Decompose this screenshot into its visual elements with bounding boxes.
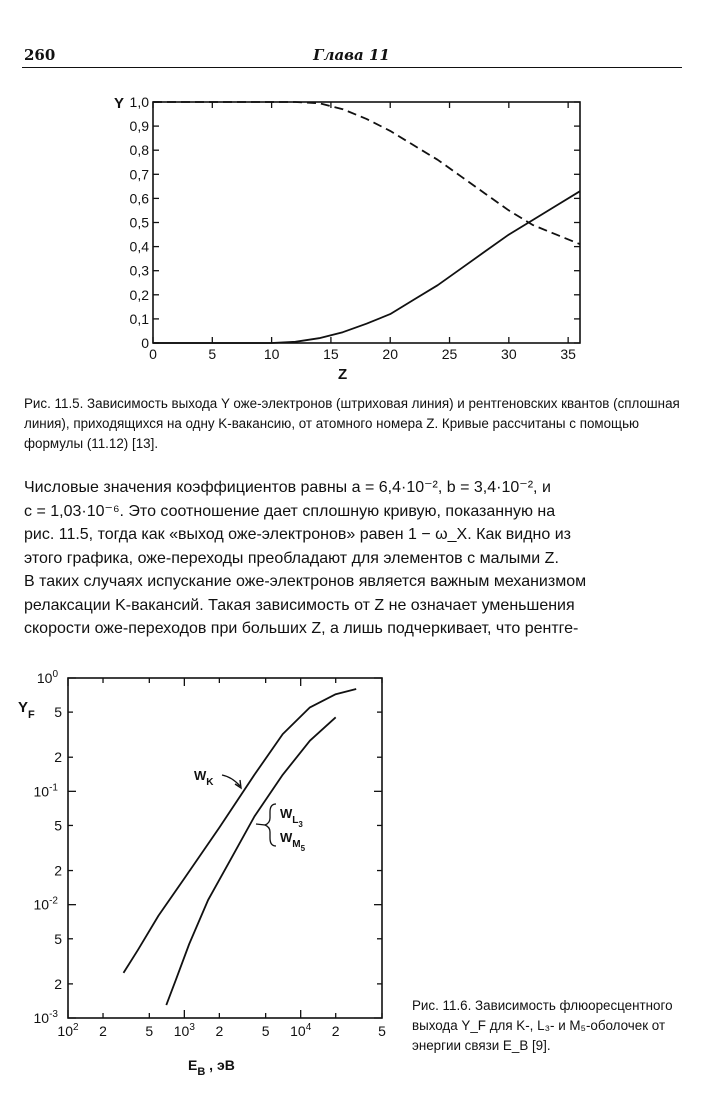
y-tick-label: 0,9 xyxy=(129,118,149,135)
y-tick-label: 0,8 xyxy=(129,142,149,159)
y-tick-label: $10^{-1}$ xyxy=(33,782,58,800)
x-tick-label: 5 xyxy=(261,1023,270,1039)
x-tick-label: 5 xyxy=(145,1023,154,1039)
y-tick-label: 0,7 xyxy=(129,166,149,183)
y-axis-label: $Y_F$ xyxy=(18,699,35,721)
wl3-wm5-curve xyxy=(166,717,335,1005)
x-tick-label: 25 xyxy=(441,346,458,362)
wk-label: $W_K$ xyxy=(194,768,214,788)
y-tick-label: 0,6 xyxy=(129,190,149,207)
wk-arrow xyxy=(222,775,240,786)
x-axis-label: Z xyxy=(338,366,348,383)
x-tick-label: $10^2$ xyxy=(57,1022,79,1039)
x-tick-label: $10^3$ xyxy=(173,1022,195,1039)
paragraph-line: рис. 11.5, тогда как «выход оже-электронов» равен 1 − ω_X. Как видно из xyxy=(24,526,572,543)
paragraph-line: c = 1,03·10⁻⁶. Это соотношение дает сплошную кривую, показанную на xyxy=(24,502,556,520)
x-tick-label: 2 xyxy=(215,1023,224,1039)
paragraph-line: Числовые значения коэффициентов равны a = 6,4·10⁻², b = 3,4·10⁻², и xyxy=(24,479,551,496)
x-axis-label: $E_B$ , эВ xyxy=(188,1057,235,1078)
y-tick-label: 2 xyxy=(54,862,62,879)
x-tick-label: 15 xyxy=(323,346,339,362)
x-tick-label: 0 xyxy=(149,346,157,362)
figure-11-5-caption: Рис. 11.5. Зависимость выхода Y оже-электронов (штриховая линия) и рентгеновских квантов (сплошная линия), приходящихся на одну K-вакансию, от атомного номера Z. Кривые рассчитаны с помощью формулы (11.12) [13]. xyxy=(24,396,680,451)
header-rule xyxy=(22,67,682,68)
paragraph-line: В таких случаях испускание оже-электронов является важным механизмом xyxy=(24,573,587,590)
y-tick-label: 0,1 xyxy=(129,310,149,327)
x-tick-label: $10^4$ xyxy=(290,1022,312,1039)
y-tick-label: 0,5 xyxy=(129,214,149,231)
brace-pointer xyxy=(256,824,265,825)
x-tick-label: 30 xyxy=(501,346,517,362)
label-brace xyxy=(265,804,276,846)
y-tick-label: 5 xyxy=(54,817,62,834)
y-tick-label: 2 xyxy=(54,749,62,766)
wm5-label: $W_{M5}$ xyxy=(280,830,306,853)
y-tick-label: 0 xyxy=(141,335,149,351)
figure-11-6-caption: Рис. 11.6. Зависимость флюоресцентного выхода Y_F для K-, L₃- и M₅-оболочек от энергии связи E_B [9]. xyxy=(412,998,673,1053)
y-tick-label: $10^{-3}$ xyxy=(33,1009,58,1026)
x-tick-label: 5 xyxy=(378,1023,386,1039)
plot-frame xyxy=(68,678,382,1018)
wl3-label: $W_{L3}$ xyxy=(280,806,303,829)
auger-curve-dashed xyxy=(153,102,580,244)
plot-frame xyxy=(153,102,580,343)
y-tick-label: 5 xyxy=(54,704,62,721)
chapter-title: Глава 11 xyxy=(313,46,390,64)
figure-11-6-chart xyxy=(10,660,400,1085)
paragraph-line: скорости оже-переходов при больших Z, а лишь подчеркивает, что рентге- xyxy=(24,620,579,637)
y-tick-label: 0,2 xyxy=(129,286,149,303)
x-tick-label: 20 xyxy=(382,346,399,362)
x-tick-label: 2 xyxy=(99,1023,107,1039)
paragraph-line: релаксации K-вакансий. Такая зависимость от Z не означает уменьшения xyxy=(24,596,575,614)
y-tick-label: 5 xyxy=(54,930,62,947)
y-tick-label: $10^{-2}$ xyxy=(33,895,58,913)
y-tick-label: $10^0$ xyxy=(36,669,58,686)
x-tick-label: 10 xyxy=(263,346,280,362)
y-tick-label: 0,3 xyxy=(129,262,149,279)
y-tick-label: 1,0 xyxy=(129,94,149,110)
wk-curve xyxy=(124,689,357,973)
y-tick-label: 0,4 xyxy=(129,238,149,255)
page-number: 260 xyxy=(24,46,56,64)
y-tick-label: 2 xyxy=(54,975,62,992)
y-axis-label: Y xyxy=(114,95,125,112)
x-tick-label: 5 xyxy=(208,346,217,362)
figure-11-5-chart xyxy=(90,88,610,388)
body-paragraph xyxy=(24,476,684,641)
x-tick-label: 35 xyxy=(560,346,576,362)
paragraph-line: этого графика, оже-переходы преобладают для элементов с малыми Z. xyxy=(24,549,559,567)
x-tick-label: 2 xyxy=(331,1023,340,1039)
